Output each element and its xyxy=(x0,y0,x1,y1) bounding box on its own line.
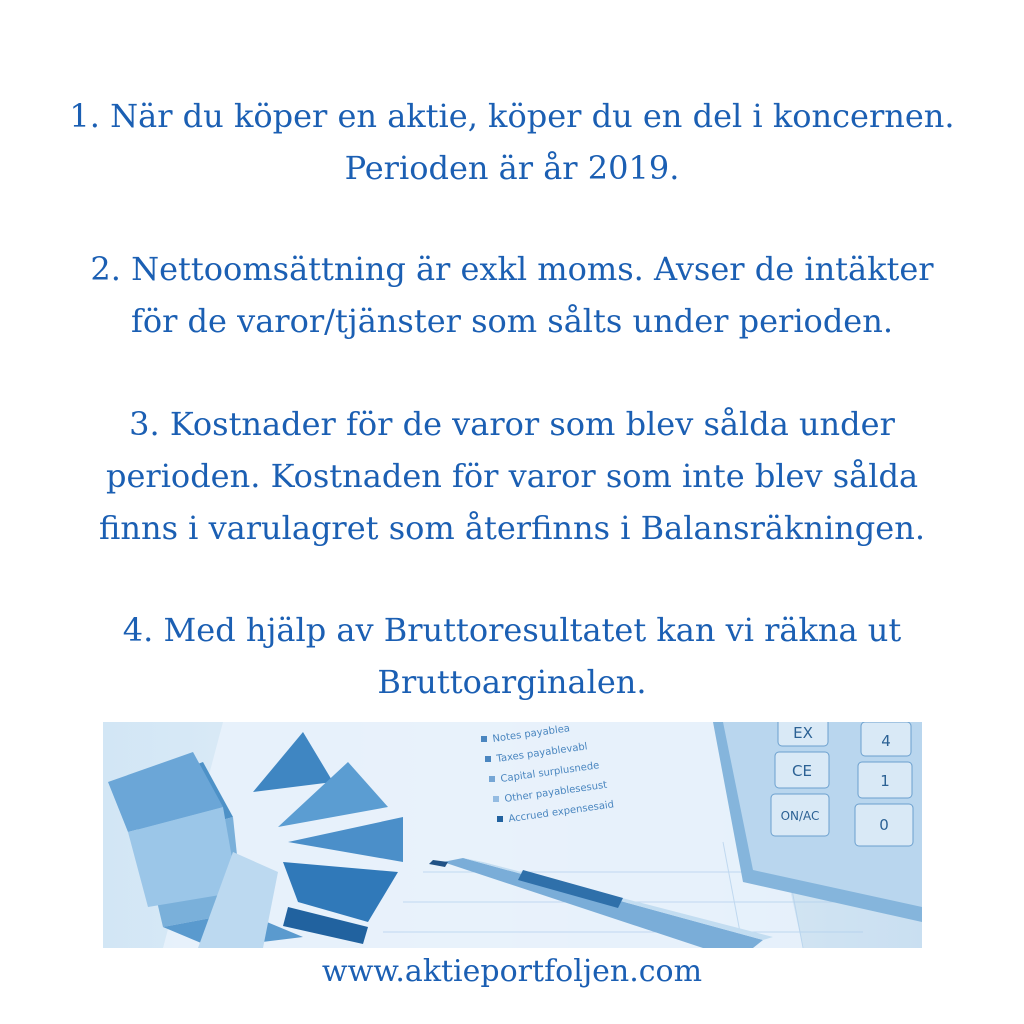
document-line-1: Notes payablea xyxy=(491,723,571,745)
finance-photo xyxy=(103,722,922,948)
document-line-4: Other payablesesust xyxy=(503,779,608,805)
paragraph-2 xyxy=(0,243,1024,347)
document-line-3: Capital surplusnede xyxy=(499,760,601,785)
paragraph-4-line-1: 4. Med hjälp av Bruttoresultatet kan vi räkna ut xyxy=(122,611,902,649)
calc-key-ce-label: CE xyxy=(792,762,812,780)
paragraph-1 xyxy=(0,90,1024,194)
calc-key-ex-label: EX xyxy=(793,724,813,742)
calc-key-1-label: 1 xyxy=(880,772,890,790)
paragraph-2-line-2: för de varor/tjänster som sålts under perioden. xyxy=(130,302,894,340)
calc-key-on-ac-label: ON/AC xyxy=(780,809,820,823)
document-line-2: Taxes payablevabl xyxy=(495,741,589,765)
calc-key-0-label: 0 xyxy=(879,816,889,834)
photo-tint xyxy=(103,722,922,948)
paragraph-4 xyxy=(0,604,1024,708)
paragraph-1-line-1: 1. När du köper en aktie, köper du en del i koncernen. xyxy=(69,97,955,135)
paragraph-3-line-2: perioden. Kostnaden för varor som inte blev sålda xyxy=(105,457,919,495)
website-url[interactable]: www.aktieportfoljen.com xyxy=(321,954,703,989)
paragraph-3-line-1: 3. Kostnader för de varor som blev sålda under xyxy=(129,405,895,443)
paragraph-2-line-1: 2. Nettoomsättning är exkl moms. Avser de intäkter xyxy=(90,250,934,288)
paragraph-4-line-2: Bruttoarginalen. xyxy=(377,663,647,701)
calc-key-4-label: 4 xyxy=(881,732,891,750)
paragraph-3 xyxy=(0,398,1024,554)
document-line-5: Accrued expensesaid xyxy=(507,799,615,825)
paragraph-3-line-3: finns i varulagret som återfinns i Balansräkningen. xyxy=(99,509,925,547)
finance-illustration xyxy=(103,722,922,948)
paragraph-1-line-2: Perioden är år 2019. xyxy=(344,149,680,187)
